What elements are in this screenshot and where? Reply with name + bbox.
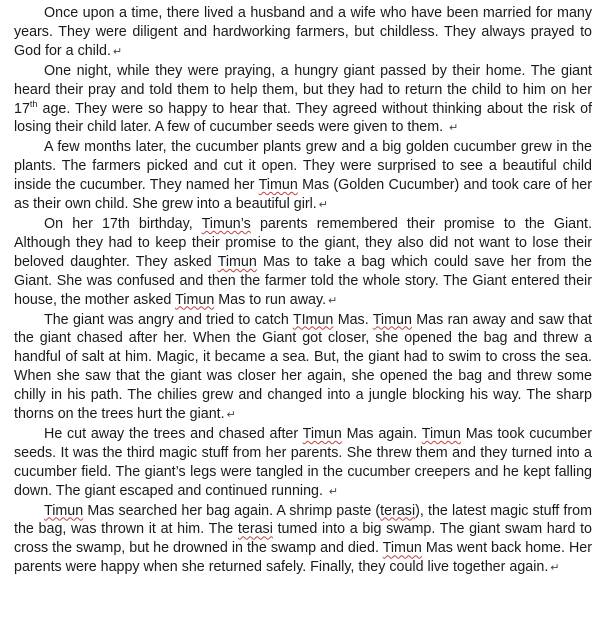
spellcheck-flagged-word: terasi — [237, 521, 273, 538]
paragraph-mark-icon: ↵ — [112, 45, 123, 58]
paragraph-text: On her 17th birthday, — [44, 215, 202, 232]
paragraph-text: Mas to run away. — [214, 291, 327, 308]
paragraph-text: Once upon a time, there lived a husband and a wife who have been married for many years. They were diligent and hardworking farmers, but childless. They always prayed to God for a child. — [14, 5, 592, 59]
story-paragraph — [14, 138, 592, 215]
paragraph-text: He cut away the trees and chased after — [44, 425, 303, 442]
spellcheck-flagged-word: Timun — [421, 425, 461, 442]
story-paragraph — [14, 311, 592, 425]
spellcheck-flagged-word: TImun — [292, 311, 334, 328]
story-paragraph — [14, 502, 592, 579]
superscript-text: th — [29, 98, 38, 109]
paragraph-text: The giant was angry and tried to catch — [44, 311, 293, 328]
paragraph-text: age. They were so happy to hear that. They agreed without thinking about the risk of losing their child later. A few of cucumber seeds were given to them. — [14, 100, 592, 136]
spellcheck-flagged-word: Timun — [217, 253, 257, 270]
paragraph-text: parents remembered their promise to the Giant. Although they had to keep their promise to the giant, they also did not want to lose their beloved daughter. They asked — [14, 215, 592, 270]
paragraph-text: tumed into a big swamp. The giant swam hard to cross the swamp, but he drowned in the swamp and died. — [14, 521, 592, 557]
story-paragraph — [14, 425, 592, 502]
paragraph-text: Mas searched her bag again. A shrimp paste ( — [83, 502, 381, 519]
spellcheck-flagged-word: terasi — [380, 502, 416, 519]
spellcheck-flagged-word: Timun — [175, 291, 215, 308]
paragraph-text: A few months later, the cucumber plants grew and a big golden cucumber grew in the plants. The farmers picked and cut it open. They were surprised to see a beautiful child inside the cucumber. They named her — [14, 139, 592, 194]
paragraph-mark-icon: ↵ — [328, 294, 338, 307]
paragraph-text: ), the latest magic stuff from the bag, was thrown it at him. The — [14, 502, 592, 538]
paragraph-text: Mas went back home. Her parents were happy when she returned safely. Finally, they could live together again. — [14, 540, 592, 576]
paragraph-mark-icon: ↵ — [318, 199, 329, 212]
spellcheck-flagged-word: Timun — [382, 540, 422, 557]
story-paragraph — [14, 215, 592, 311]
spellcheck-flagged-word: Timun — [258, 177, 298, 194]
paragraph-text: One night, while they were praying, a hungry giant passed by their home. The giant heard their pray and told them to help them, but they had to return the child to him on her 17 — [14, 62, 592, 117]
paragraph-text: Mas took cucumber seeds. It was the third magic stuff from her parents. She threw them and they turned into a cucumber field. The giant’s legs were tangled in the cucumber creepers and he kept falling down. The giant escaped and continued running. — [14, 425, 592, 499]
paragraph-text: Mas (Golden Cucumber) and took care of her as their own child. She grew into a beautiful girl. — [14, 177, 592, 213]
paragraph-text: Mas again. — [341, 425, 422, 442]
paragraph-text: Mas ran away and saw that the giant chased after her. When the Giant got closer, she opened the bag and threw a handful of salt at him. Magic, it became a sea. But, the giant had to swim to cross the sea. When she saw that the giant was closer her again, she opened the bag and threw some chilly in his path. The chilies grew and changed into a jungle blocking his way. The sharp thorns on the trees hurt the giant. — [14, 311, 592, 423]
paragraph-mark-icon: ↵ — [449, 122, 459, 135]
paragraph-mark-icon: ↵ — [226, 409, 236, 422]
paragraph-mark-icon: ↵ — [550, 562, 560, 575]
spellcheck-flagged-word: Timun — [302, 425, 342, 442]
spellcheck-flagged-word: Timun — [44, 502, 84, 519]
paragraph-mark-icon: ↵ — [328, 485, 339, 498]
paragraph-text: Mas. — [333, 311, 373, 328]
paragraph-text: Mas to take a bag which could save her from the Giant. She was confused and then the farmer told the whole story. The Giant entered their house, the mother asked — [14, 253, 592, 308]
story-paragraph — [14, 62, 592, 139]
story-paragraph — [14, 4, 592, 62]
spellcheck-flagged-word: Timun’s — [201, 215, 251, 232]
spellcheck-flagged-word: Timun — [372, 311, 412, 328]
